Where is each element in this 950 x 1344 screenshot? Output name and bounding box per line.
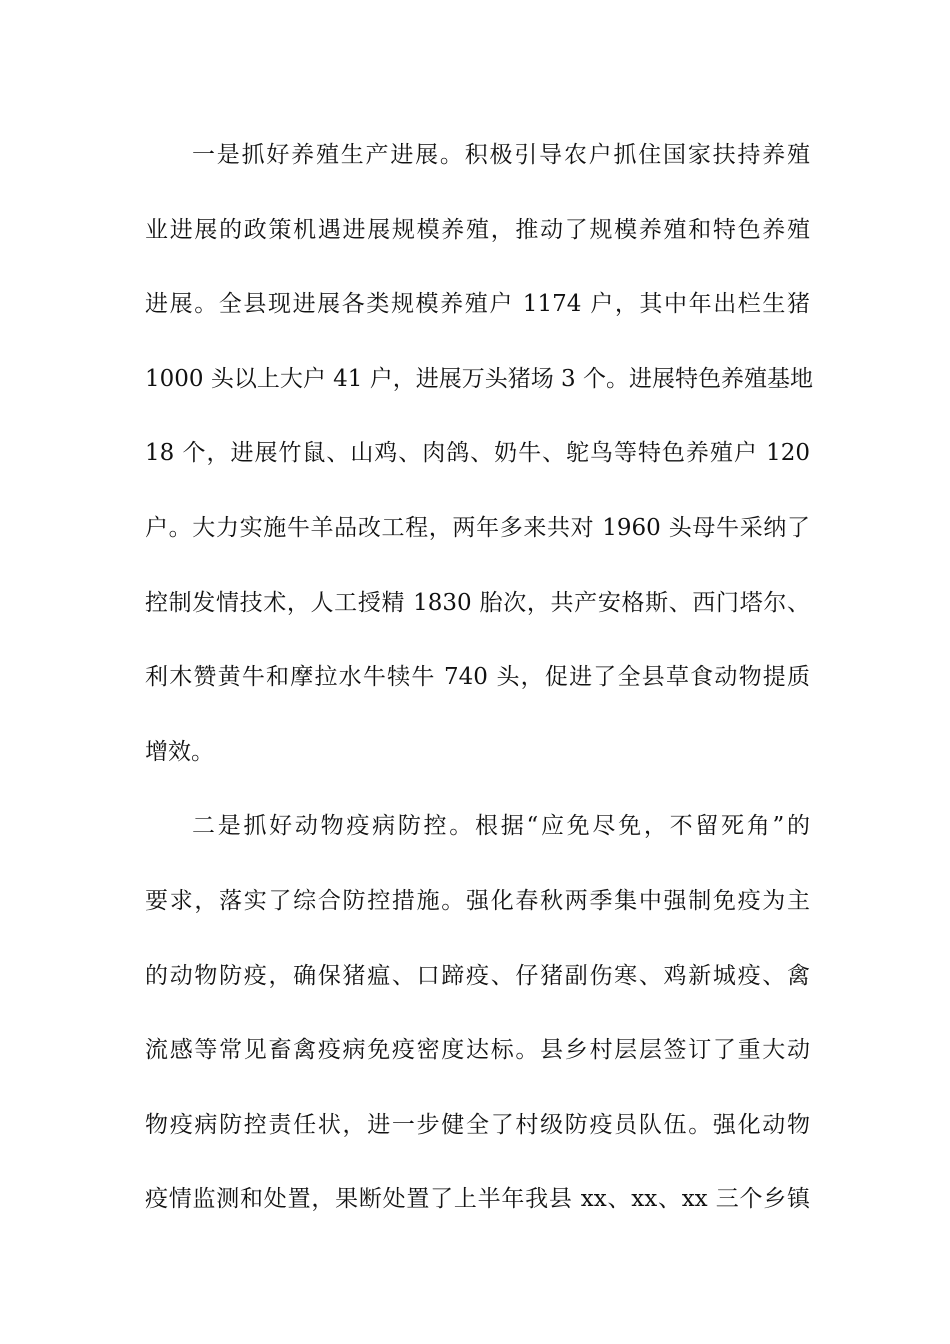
paragraph-2-line-3: 的动物防疫，确保猪瘟、口蹄疫、仔猪副伤寒、鸡新城疫、禽 <box>145 962 810 989</box>
paragraph-1-line-6: 户。大力实施牛羊品改工程，两年多来共对 1960 头母牛采纳了 <box>145 514 810 541</box>
paragraph-1-line-1: 一是抓好养殖生产进展。积极引导农户抓住国家扶持养殖 <box>192 142 810 168</box>
paragraph-1-line-5: 18 个，进展竹鼠、山鸡、肉鸽、奶牛、鸵鸟等特色养殖户 120 <box>145 440 810 467</box>
paragraph-1-line-7: 控制发情技术，人工授精 1830 胎次，共产安格斯、西门塔尔、 <box>145 589 810 616</box>
paragraph-2-line-5: 物疫病防控责任状，进一步健全了村级防疫员队伍。强化动物 <box>145 1111 810 1138</box>
document-body <box>145 127 813 1246</box>
paragraph-1-line-2: 业进展的政策机遇进展规模养殖，推动了规模养殖和特色养殖 <box>145 216 810 243</box>
paragraph-1-line-4: 1000 头以上大户 41 户，进展万头猪场 3 个。进展特色养殖基地 <box>145 365 813 392</box>
paragraph-1-line-3: 进展。全县现进展各类规模养殖户 1174 户，其中年出栏生猪 <box>145 291 810 318</box>
paragraph-2-line-1: 二是抓好动物疫病防控。根据“应免尽免，不留死角”的 <box>192 813 810 840</box>
paragraph-1-line-9: 增效。 <box>145 738 214 765</box>
paragraph-2-line-6: 疫情监测和处置，果断处置了上半年我县 xx、xx、xx 三个乡镇 <box>145 1186 810 1213</box>
paragraph-2-line-4: 流感等常见畜禽疫病免疫密度达标。县乡村层层签订了重大动 <box>145 1037 810 1064</box>
paragraph-2-line-2: 要求，落实了综合防控措施。强化春秋两季集中强制免疫为主 <box>145 887 810 914</box>
paragraph-1-line-8: 利木赞黄牛和摩拉水牛犊牛 740 头，促进了全县草食动物提质 <box>145 664 810 691</box>
